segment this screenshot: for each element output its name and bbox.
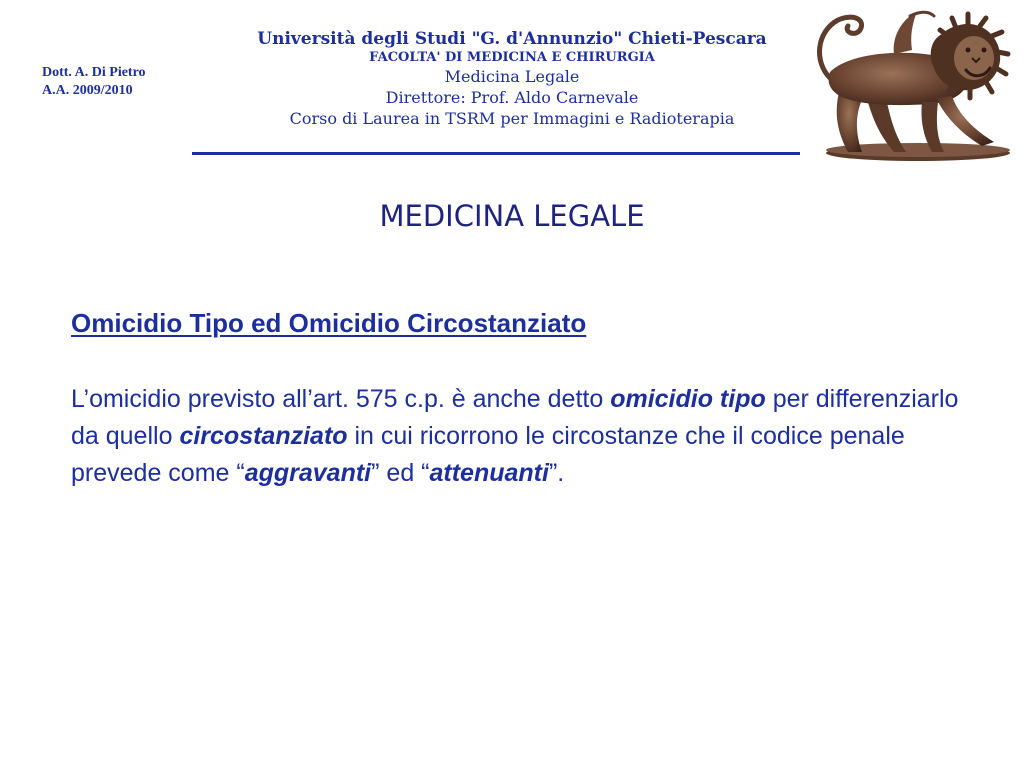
slide-title: MEDICINA LEGALE <box>379 199 645 233</box>
body-text-part: ” ed “ <box>371 459 430 487</box>
university-name: Università degli Studi "G. d'Annunzio" Chieti-Pescara <box>257 29 767 49</box>
institution-header <box>192 28 832 129</box>
header-divider <box>192 152 800 155</box>
emphasis-attenuanti: attenuanti <box>429 459 549 487</box>
academic-year: A.A. 2009/2010 <box>42 83 133 98</box>
chimera-bronze-statue-icon <box>806 6 1016 164</box>
body-text-part: in cui ricorrono le circostanze che il codice penale prevede come “ <box>71 422 905 487</box>
emphasis-circostanziato: circostanziato <box>179 422 348 450</box>
degree-line: Corso di Laurea in TSRM per Immagini e Radioterapia <box>289 109 735 128</box>
author-block <box>42 64 146 100</box>
body-text-part: per differenziarlo da quello <box>71 385 959 450</box>
emphasis-omicidio-tipo: omicidio tipo <box>610 385 766 413</box>
director-line: Direttore: Prof. Aldo Carnevale <box>385 88 639 107</box>
body-text-part: ”. <box>548 459 565 487</box>
course-name: Medicina Legale <box>444 67 580 86</box>
author-name: Dott. A. Di Pietro <box>42 65 146 80</box>
faculty-name: FACOLTA' DI MEDICINA E CHIRURGIA <box>369 50 655 65</box>
body-text-part: L’omicidio previsto all’art. 575 c.p. è anche detto <box>71 385 611 413</box>
emphasis-aggravanti: aggravanti <box>244 459 372 487</box>
section-heading: Omicidio Tipo ed Omicidio Circostanziato <box>71 308 587 338</box>
body-paragraph <box>71 381 971 492</box>
